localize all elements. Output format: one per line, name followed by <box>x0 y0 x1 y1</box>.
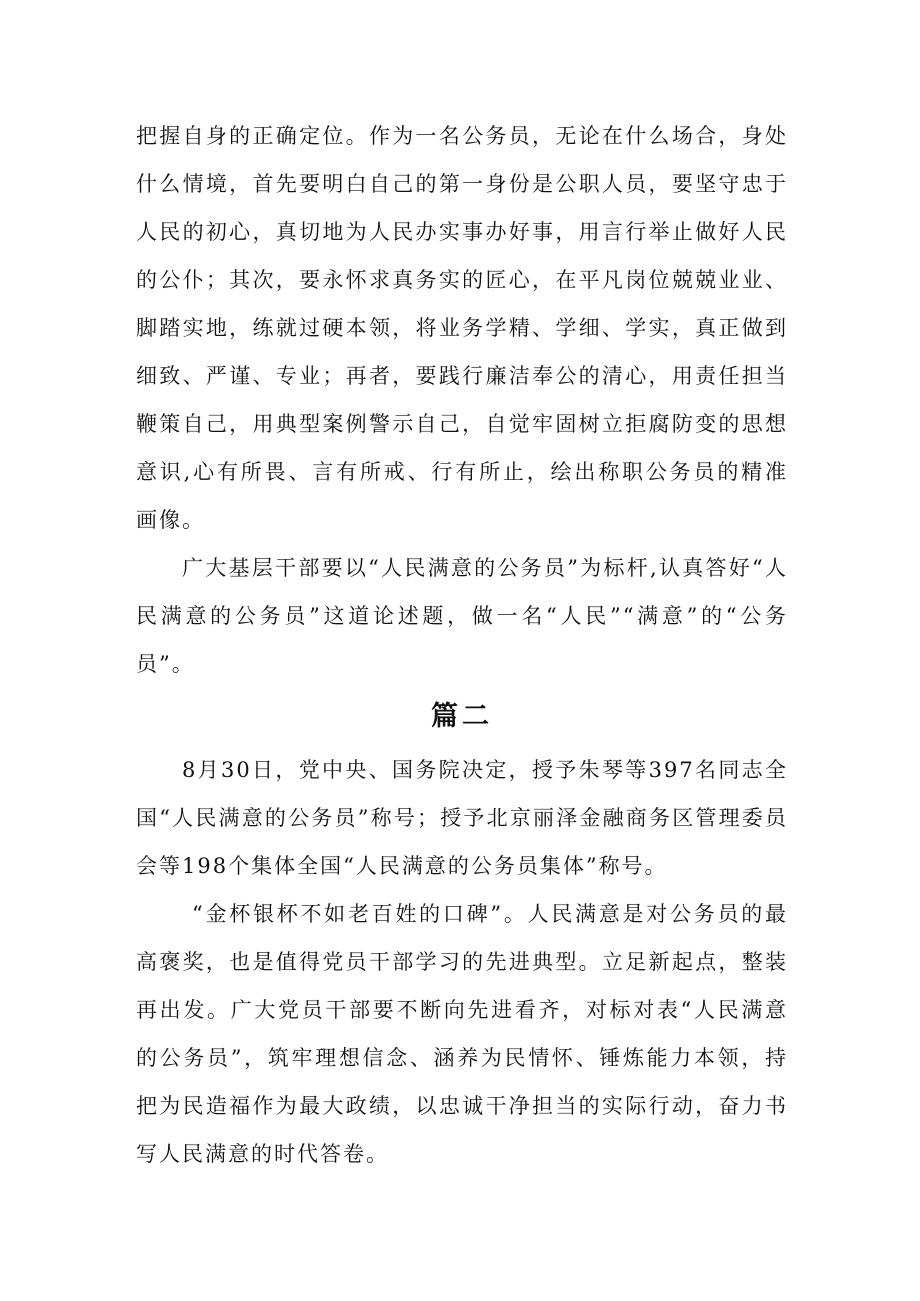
section-title: 篇二 <box>431 701 493 732</box>
paragraph-benchmark: 广大基层干部要以“人民满意的公务员”为标杆,认真答好“人民满意的公务员”这道论述题，做一名“人民”“满意”的“公务员”。 <box>136 556 788 676</box>
document-body <box>136 112 788 1178</box>
paragraph-reputation: “金杯银杯不如老百姓的口碑”。人民满意是对公务员的最高褒奖，也是值得党员干部学习的先进典型。立足新起点，整装再出发。广大党员干部要不断向先进看齐，对标对表“人民满意的公务员”，筑牢理想信念、涵养为民情怀、锤炼能力本领，持把为民造福作为最大政绩，以忠诚干净担当的实际行动，奋力书写人民满意的时代答卷。 <box>136 902 788 1166</box>
paragraph-role-positioning: 把握自身的正确定位。作为一名公务员，无论在什么场合，身处什么情境，首先要明白自己的第一身份是公职人员，要坚守忠于人民的初心，真切地为人民办实事办好事，用言行举止做好人民的公仆；其次，要永怀求真务实的匠心，在平凡岗位兢兢业业、脚踏实地，练就过硬本领，将业务学精、学细、学实，真正做到细致、严谨、专业；再者，要践行廉洁奉公的清心，用责任担当鞭策自己，用典型案例警示自己，自觉牢固树立拒腐防变的思想意识,心有所畏、言有所戒、行有所止，绘出称职公务员的精准画像。 <box>136 124 788 532</box>
paragraph-award-announcement: 8月30日，党中央、国务院决定，授予朱琴等397名同志全国“人民满意的公务员”称号；授予北京丽泽金融商务区管理委员会等198个集体全国“人民满意的公务员集体”称号。 <box>136 758 788 878</box>
